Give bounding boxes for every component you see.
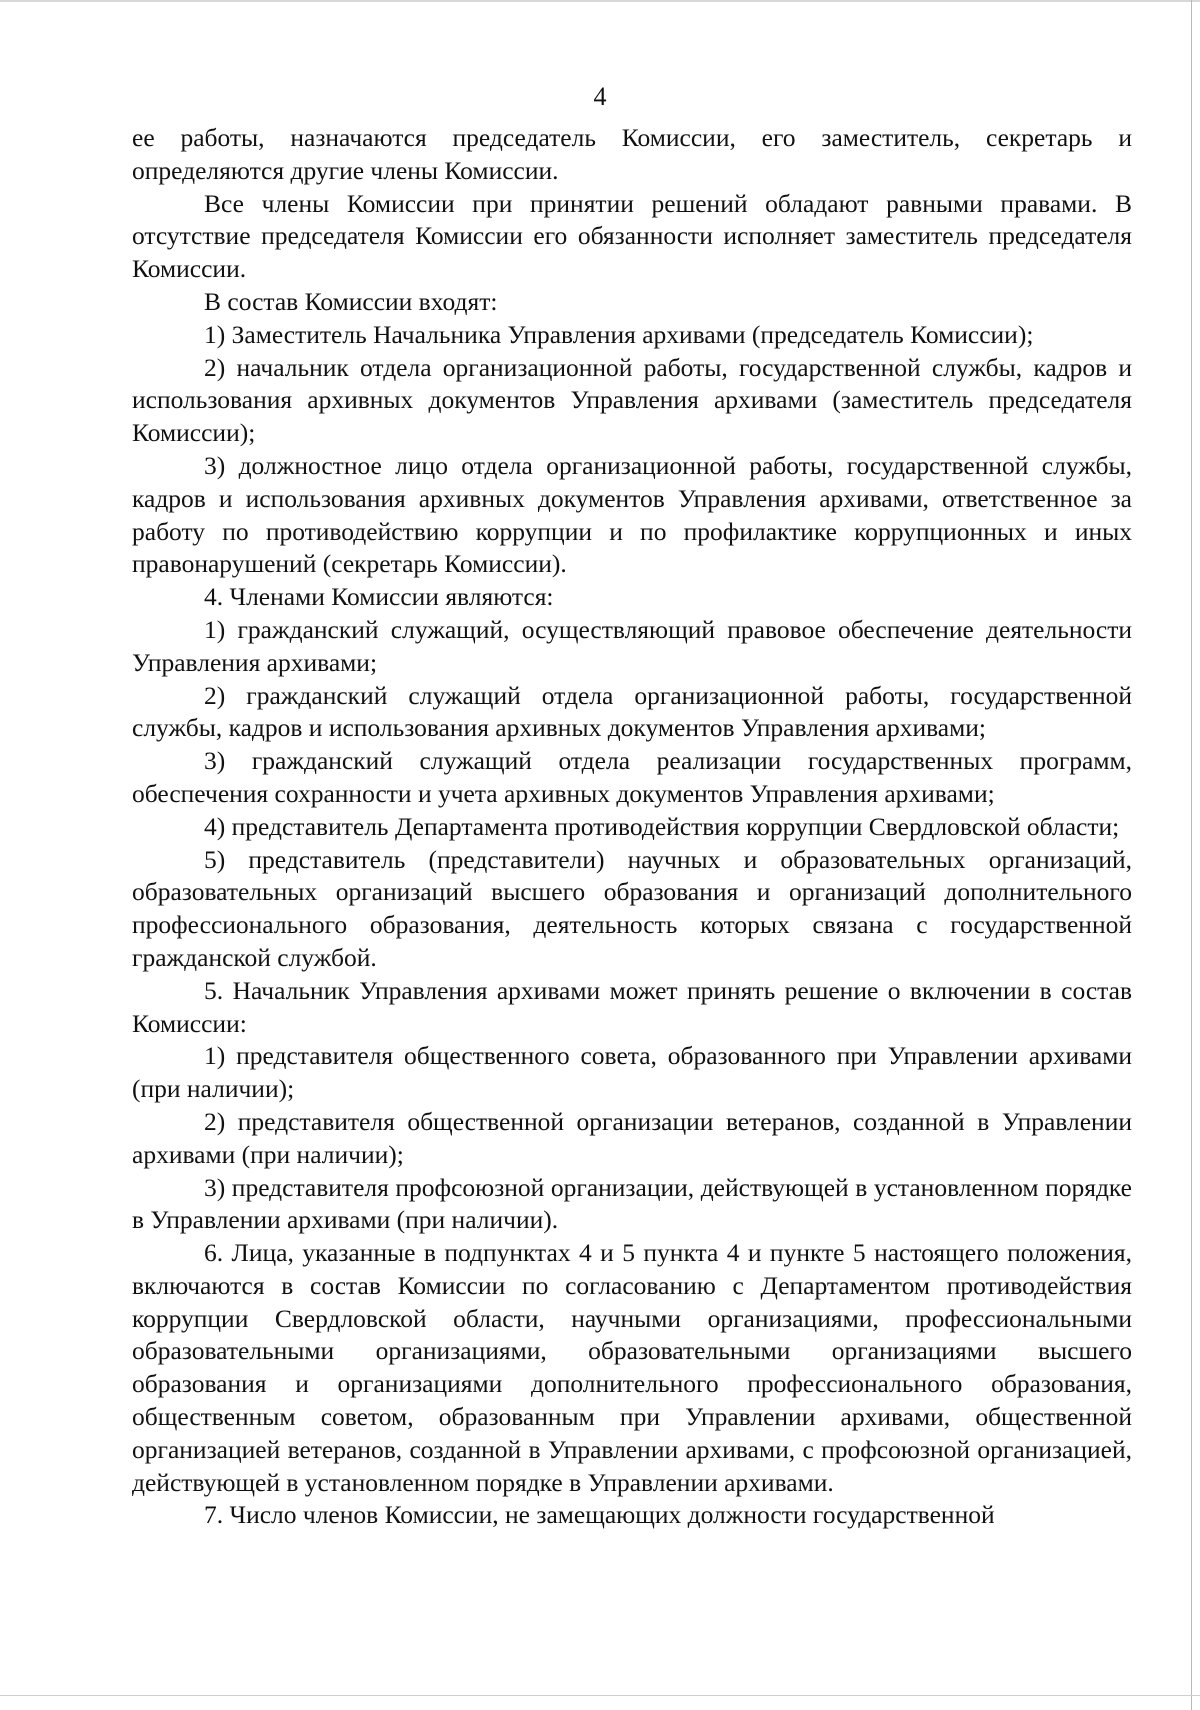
list-item-education-representatives: 5) представитель (представители) научных и образовательных организаций, образовательных организаций высшего образования и организаций дополнительного профессионального образования, деятельность которых связана с государственной гражданской службой. xyxy=(132,844,1132,972)
section-7-paragraph: 7. Число членов Комиссии, не замещающих должности государственной xyxy=(204,1500,995,1530)
paragraph-continuation: ее работы, назначаются председатель Комиссии, его заместитель, секретарь и определяются другие члены Комиссии. xyxy=(132,123,1132,185)
list-item-deputy-chairman: 2) начальник отдела организационной работы, государственной службы, кадров и использования архивных документов Управления архивами (заместитель председателя Комиссии); xyxy=(132,352,1132,448)
list-item-legal-officer: 1) гражданский служащий, осуществляющий правовое обеспечение деятельности Управления архивами; xyxy=(132,614,1132,677)
list-item-chairman: 1) Заместитель Начальника Управления архивами (председатель Комиссии); xyxy=(204,319,1034,349)
paragraph-composition-heading: В состав Комиссии входят: xyxy=(204,286,498,316)
list-item-trade-union: 3) представителя профсоюзной организации, действующей в установленном порядке в Управлении архивами (при наличии). xyxy=(132,1172,1132,1235)
list-item-public-council: 1) представителя общественного совета, образованного при Управлении архивами (при наличии); xyxy=(132,1041,1132,1104)
paragraph-equal-rights: Все члены Комиссии при принятии решений обладают равными правами. В отсутствие председателя Комиссии его обязанности исполняет заместитель председателя Комиссии. xyxy=(132,188,1132,284)
list-item-secretary: 3) должностное лицо отдела организационной работы, государственной службы, кадров и использования архивных документов Управления архивами, ответственное за работу по противодействию коррупции и по профилактике коррупционных и иных правонарушений (секретарь Комиссии). xyxy=(132,450,1132,579)
section-6-paragraph: 6. Лица, указанные в подпунктах 4 и 5 пункта 4 и пункте 5 настоящего положения, включаются в состав Комиссии по согласованию с Департаментом противодействия коррупции Свердловской области, научными организациями, профессиональными образовательными организациями, образовательными организациями высшего образования и организациями дополнительного профессионального образования, общественным советом, образованным при Управлении архивами, общественной организацией ветеранов, созданной в Управлении архивами, с профсоюзной организацией, действующей в установленном порядке в Управлении архивами. xyxy=(132,1238,1132,1497)
document-body xyxy=(132,122,1132,1532)
scan-edge-right xyxy=(1191,0,1192,1710)
list-item-anticorruption-representative: 4) представитель Департамента противодействия коррупции Свердловской области; xyxy=(204,811,1120,841)
list-item-programs-officer: 3) гражданский служащий отдела реализации государственных программ, обеспечения сохранности и учета архивных документов Управления архивами; xyxy=(132,746,1132,808)
scan-edge-bottom xyxy=(0,1695,1200,1696)
list-item-veterans-organization: 2) представителя общественной организации ветеранов, созданной в Управлении архивами (при наличии); xyxy=(132,1106,1132,1169)
section-4-heading: 4. Членами Комиссии являются: xyxy=(204,582,554,612)
scan-edge-top xyxy=(0,0,1200,2)
list-item-hr-officer: 2) гражданский служащий отдела организационной работы, государственной службы, кадров и использования архивных документов Управления архивами; xyxy=(132,680,1132,743)
page-number: 4 xyxy=(593,82,607,111)
section-5-heading: 5. Начальник Управления архивами может принять решение о включении в состав Комиссии: xyxy=(132,975,1132,1038)
